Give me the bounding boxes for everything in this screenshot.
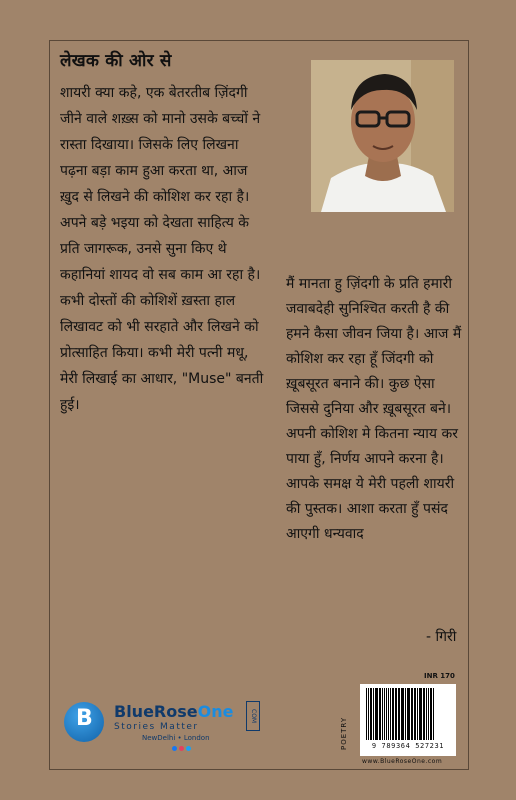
genre-label: POETRY xyxy=(340,716,348,750)
publisher-name-accent: One xyxy=(197,702,234,721)
barcode-bar xyxy=(379,688,381,740)
barcode-bar xyxy=(373,688,374,740)
barcode-bar xyxy=(368,688,369,740)
instagram-icon xyxy=(179,746,184,751)
barcode-bar xyxy=(398,688,400,740)
barcode-bar xyxy=(395,688,397,740)
barcode-bar xyxy=(433,688,434,740)
barcode-icon xyxy=(364,688,452,740)
signature: - गिरी xyxy=(426,629,457,645)
barcode-bar xyxy=(382,688,383,740)
barcode-bar xyxy=(405,688,406,740)
social-icons xyxy=(172,746,191,751)
barcode-bar xyxy=(390,688,391,740)
barcode-bar xyxy=(430,688,432,740)
barcode-bar xyxy=(401,688,404,740)
barcode-bar xyxy=(414,688,416,740)
facebook-icon xyxy=(172,746,177,751)
barcode-bar xyxy=(366,688,367,740)
isbn-number: 9 789364 527231 xyxy=(371,742,445,750)
barcode-bar xyxy=(426,688,427,740)
price-label: INR 170 xyxy=(424,672,455,680)
barcode-bar xyxy=(388,688,389,740)
section-heading: लेखक की ओर से xyxy=(60,51,172,71)
barcode-bar xyxy=(428,688,429,740)
barcode-bar xyxy=(375,688,378,740)
isbn-barcode xyxy=(360,684,456,756)
publisher-badge: COM xyxy=(246,701,260,731)
publisher-website: www.BlueRoseOne.com xyxy=(362,758,443,765)
author-note-left: शायरी क्या कहे, एक बेतरतीब ज़िंदगी जीने वाले शख़्स को मानो उसके बच्चों ने रास्ता दिखाया। जिसके लिए लिखना पढ़ना बड़ा काम हुआ करता था, आज ख़ुद से लिखने की कोशिश कर रहा है। अपने बड़े भइया को देखता साहित्य के प्रति जागरूक, उनसे सुना किए थे कहानियां शायद वो सब काम आ रहा है। कभी दोस्तों की कोशिशें ख़स्ता हाल लिखावट को भी सरहाते और लिखने को प्रोत्साहित किया। कभी मेरी पत्नी मधू, मेरी लिखाई का आधार, "Muse" बनती हुई। xyxy=(60,85,264,413)
publisher-name xyxy=(114,702,233,721)
publisher-tagline: Stories Matter xyxy=(114,722,199,732)
author-photo xyxy=(311,60,454,212)
barcode-bar xyxy=(411,688,413,740)
publisher-name-main: BlueRose xyxy=(114,702,198,721)
barcode-bar xyxy=(392,688,394,740)
barcode-bar xyxy=(370,688,372,740)
author-note-right: मैं मानता हु ज़िंदगी के प्रति हमारी जवाबदेही सुनिश्चित करती है की हमने कैसा जीवन जिया है। आज मैं कोशिश कर रहा हूँ जिंदगी को ख़ूबसूरत बनाने की। कुछ ऐसा जिससे दुनिया और ख़ूबसूरत बने। अपनी कोशिश मे कितना न्याय कर पाया हुँ, निर्णय आपने करना है। आपके समक्ष ये मेरी पहली शायरी की पुस्तक। आशा करता हुँ पसंद आएगी धन्यवाद xyxy=(286,276,462,542)
barcode-bar xyxy=(423,688,425,740)
publisher-cities: NewDelhi • London xyxy=(142,734,210,742)
barcode-bar xyxy=(407,688,410,740)
publisher-logo-letter: B xyxy=(76,706,93,731)
barcode-bar xyxy=(384,688,385,740)
barcode-bar xyxy=(417,688,418,740)
twitter-icon xyxy=(186,746,191,751)
barcode-bar xyxy=(386,688,387,740)
publisher-logo xyxy=(62,698,272,758)
barcode-bar xyxy=(419,688,422,740)
